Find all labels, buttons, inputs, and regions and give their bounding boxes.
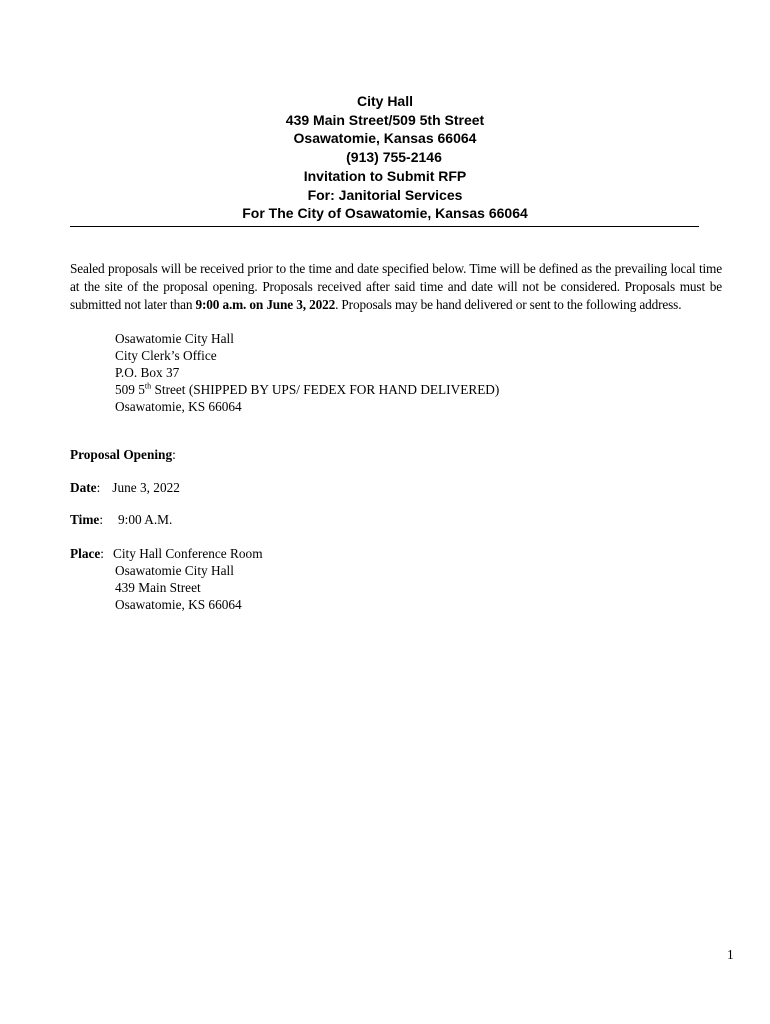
address-line-3: P.O. Box 37 xyxy=(115,365,180,380)
mailing-address xyxy=(115,330,499,415)
opening-time-colon: : xyxy=(99,512,104,527)
header-title: City Hall xyxy=(356,93,413,109)
opening-place-label: Place xyxy=(70,546,101,561)
opening-date-row xyxy=(70,479,180,496)
page-number: 1 xyxy=(727,947,734,962)
opening-date-value: June 3, 2022 xyxy=(112,480,180,495)
opening-time-value: 9:00 A.M. xyxy=(118,512,173,527)
header-service: For: Janitorial Services xyxy=(307,186,463,203)
opening-place-value: City Hall Conference Room xyxy=(112,546,263,561)
address-line-4 xyxy=(115,381,499,398)
intro-text-end: . Proposals may be hand delivered or sent to the following address. xyxy=(335,297,682,312)
intro-text-start: Sealed proposals will be received prior to the time and date specified below. Time will be defined as the prevailing local time at the site of the proposal opening. Proposals received after said time and date will not be considered. Proposals must be submitted not later than xyxy=(70,261,722,312)
opening-date-colon: : xyxy=(96,480,101,495)
address-line-1: Osawatomie City Hall xyxy=(115,331,234,346)
header-street: 439 Main Street/509 5th Street xyxy=(285,111,485,128)
header-city-subtitle: For The City of Osawatomie, Kansas 66064 xyxy=(242,205,528,222)
header-phone: (913) 755-2146 xyxy=(346,149,442,166)
header-invitation: Invitation to Submit RFP xyxy=(303,167,467,184)
place-line-4: Osawatomie, KS 66064 xyxy=(115,597,242,612)
proposal-opening-colon: : xyxy=(172,447,176,462)
place-line-2: Osawatomie City Hall xyxy=(115,563,234,578)
opening-date-label: Date xyxy=(70,480,97,495)
place-line-3: 439 Main Street xyxy=(115,580,201,595)
header-city: Osawatomie, Kansas 66064 xyxy=(293,130,477,147)
intro-deadline: 9:00 a.m. on June 3, 2022 xyxy=(195,297,336,312)
opening-place-colon: : xyxy=(100,546,104,561)
opening-time-row xyxy=(70,511,172,528)
proposal-opening-heading xyxy=(70,446,176,463)
header-divider xyxy=(70,226,699,227)
address-line-5: Osawatomie, KS 66064 xyxy=(115,399,242,414)
proposal-opening-label: Proposal Opening xyxy=(70,447,173,462)
address-ordinal-suffix: th xyxy=(144,381,152,391)
opening-time-label: Time xyxy=(70,512,100,527)
opening-place-address xyxy=(115,562,242,613)
address-shipping-note: Street (SHIPPED BY UPS/ FEDEX FOR HAND DELIVERED) xyxy=(151,382,500,397)
address-street-number: 509 5 xyxy=(115,382,145,397)
address-line-2: City Clerk’s Office xyxy=(115,348,217,363)
intro-paragraph xyxy=(70,260,722,314)
opening-place-row xyxy=(70,545,263,562)
document-header xyxy=(70,92,700,223)
